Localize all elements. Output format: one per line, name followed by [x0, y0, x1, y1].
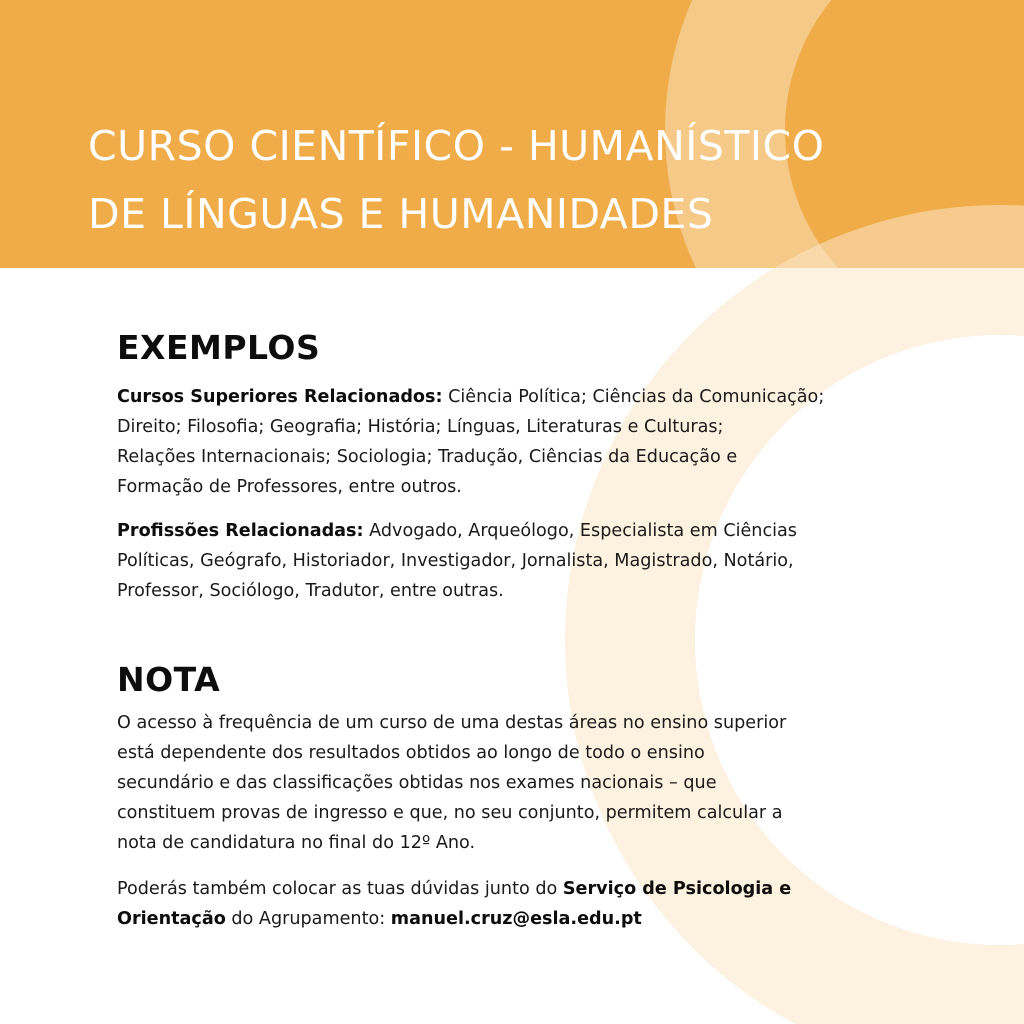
service-name-line-2: Orientação	[117, 909, 226, 929]
exemplos-heading: EXEMPLOS	[117, 328, 321, 367]
profissoes-line-2: Políticas, Geógrafo, Historiador, Investigador, Jornalista, Magistrado, Notário,	[117, 551, 794, 571]
nota-line-3: secundário e das classificações obtidas nos exames nacionais – que	[117, 773, 717, 793]
cursos-paragraph	[117, 382, 917, 502]
nota-line-2: está dependente dos resultados obtidos ao longo de todo o ensino	[117, 743, 705, 763]
cursos-line-2: Direito; Filosofia; Geografia; História; Línguas, Literaturas e Culturas;	[117, 417, 724, 437]
service-name-line-1: Serviço de Psicologia e	[562, 879, 792, 899]
profissoes-line-1: Advogado, Arqueólogo, Especialista em Ciências	[363, 521, 797, 541]
page-title	[88, 112, 824, 248]
main-content	[117, 326, 917, 934]
cursos-line-1: Ciência Política; Ciências da Comunicação;	[442, 387, 825, 407]
title-line-2: DE LÍNGUAS E HUMANIDADES	[88, 190, 714, 238]
cursos-label: Cursos Superiores Relacionados:	[117, 387, 443, 407]
contact-paragraph	[117, 874, 917, 934]
cursos-line-3: Relações Internacionais; Sociologia; Tradução, Ciências da Educação e	[117, 447, 738, 467]
profissoes-paragraph	[117, 516, 917, 606]
profissoes-label: Profissões Relacionadas:	[117, 521, 364, 541]
nota-line-1: O acesso à frequência de um curso de uma destas áreas no ensino superior	[117, 713, 787, 733]
nota-line-5: nota de candidatura no final do 12º Ano.	[117, 833, 476, 853]
contact-text-2: do Agrupamento:	[225, 909, 391, 929]
nota-paragraph	[117, 708, 917, 858]
title-line-1: CURSO CIENTÍFICO - HUMANÍSTICO	[88, 122, 825, 170]
nota-section	[117, 658, 917, 934]
exemplos-section	[117, 326, 917, 606]
nota-heading: NOTA	[117, 660, 221, 699]
contact-email-link[interactable]: manuel.cruz@esla.edu.pt	[390, 909, 642, 929]
contact-text-1: Poderás também colocar as tuas dúvidas junto do	[117, 879, 563, 899]
profissoes-line-3: Professor, Sociólogo, Tradutor, entre outras.	[117, 581, 504, 601]
cursos-line-4: Formação de Professores, entre outros.	[117, 477, 462, 497]
nota-line-4: constituem provas de ingresso e que, no seu conjunto, permitem calcular a	[117, 803, 783, 823]
